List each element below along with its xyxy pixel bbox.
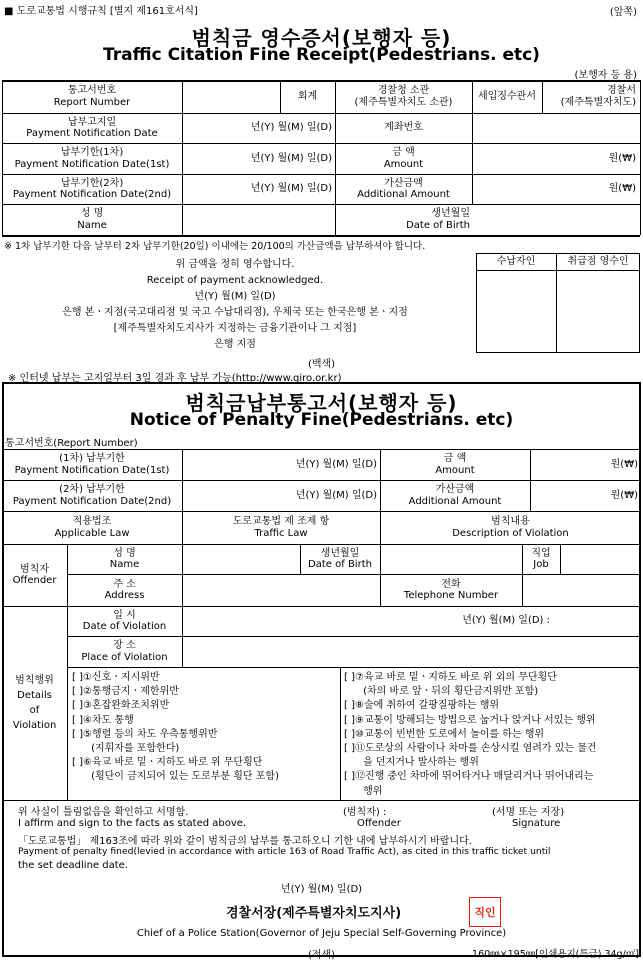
violation-item: (차의 바로 앞ㆍ뒤의 횡단금지위반 포함) [344, 686, 539, 698]
additional-amount-field[interactable]: 원(₩) [608, 183, 636, 195]
name-field[interactable] [182, 204, 335, 235]
applicable-law-ko: 적용법조 [72, 516, 112, 527]
n-amount-ko: 금 액 [443, 453, 467, 464]
applicable-law-en: Applicable Law [54, 527, 130, 539]
address-field[interactable] [182, 574, 380, 606]
n-due1-en: Payment Notification Date(1st) [14, 464, 170, 476]
violation-item[interactable]: [ ]⑫진행 중인 차마에 뛰어타거나 매달리거나 뛰어내리는 [344, 771, 594, 783]
accounting-label: 회계 [297, 90, 318, 102]
jeju-agency-label: (제주특별자치도 소관) [354, 96, 453, 108]
offender-name-ko: 성 명 [113, 547, 136, 559]
notice-text-ko: 「도로교통법」 제163조에 따라 위와 같이 범칙금의 납부를 통고하오니 기한 내에 납부하시기 바랍니다. [18, 836, 472, 847]
n-additional-en: Additional Amount [408, 495, 502, 507]
law-reference: ■ 도로교통법 시행규칙 [별지 제161호서식] [4, 6, 198, 17]
account-number-field[interactable] [472, 113, 640, 143]
n-due1-date-field[interactable]: 년(Y) 월(M) 일(D) [295, 458, 377, 470]
details-en-2: of [29, 705, 40, 716]
violation-item: 행위 [344, 785, 383, 797]
amount-ko: 금 액 [392, 147, 415, 158]
name-en: Name [77, 219, 107, 231]
offender-ko: 범칙자 [20, 563, 49, 575]
jeju-banks-line: [제주특별자치도지사가 지정하는 금융기관이나 그 지점] [113, 323, 357, 334]
violation-item[interactable]: [ ]④차도 통행 [72, 714, 134, 726]
notice-report-number: 통고서번호(Report Number) [5, 438, 138, 449]
due2-date-field[interactable]: 년(Y) 월(M) 일(D) [250, 183, 332, 195]
violation-date-field[interactable]: 년(Y) 월(M) 일(D) : [462, 615, 550, 627]
notify-date-field[interactable]: 년(Y) 월(M) 일(D) [250, 122, 332, 134]
received-date: 년(Y) 월(M) 일(D) [194, 291, 276, 302]
n-amount-en: Amount [435, 464, 475, 476]
phone-field[interactable] [522, 574, 641, 606]
violation-item[interactable]: [ ]①신호ㆍ지시위반 [72, 672, 160, 683]
receiver-stamp-field[interactable] [477, 271, 555, 352]
violation-item[interactable]: [ ]⑪도로상의 사람이나 차마를 손상시킬 염려가 있는 물건 [344, 743, 597, 754]
jeju-province-label: (제주특별자치도) [560, 96, 636, 108]
offender-dob-field[interactable] [380, 544, 522, 574]
red-copy-label: (적색) [307, 950, 336, 961]
due2-en: Payment Notification Date(2nd) [12, 189, 172, 200]
notice-title-en: Notice of Penalty Fine(Pedestrians. etc) [129, 410, 514, 430]
issue-date: 년(Y) 월(M) 일(D) [280, 884, 363, 895]
offender-dob-ko: 생년월일 [320, 547, 360, 559]
violation-place-ko: 장 소 [113, 640, 136, 651]
violation-item: (지휘자를 포함한다) [72, 743, 180, 754]
n-additional-field[interactable]: 원(₩) [610, 489, 638, 501]
report-number-en: Report Number [53, 96, 131, 108]
due2-ko: 납부기한(2차) [60, 177, 124, 189]
official-seal: 직인 [469, 897, 501, 927]
n-due2-en: Payment Notification Date(2nd) [12, 495, 172, 507]
name-ko: 성 명 [80, 208, 104, 219]
due1-en: Payment Notification Date(1st) [14, 158, 170, 170]
violation-item[interactable]: [ ]③혼잡완화조치위반 [72, 700, 170, 712]
n-due1-ko: (1차) 납부기한 [59, 453, 125, 464]
receipt-title-en: Traffic Citation Fine Receipt(Pedestrians. etc) [103, 45, 540, 65]
report-number-ko: 통고서번호 [67, 85, 117, 96]
violation-desc-en: Description of Violation [452, 527, 569, 539]
signature-en: Signature [512, 818, 561, 829]
offender-en: Offender [12, 575, 57, 586]
job-en: Job [533, 559, 549, 570]
notice-title-ko: 범칙금납부통고서(보행자 등) [185, 391, 458, 415]
address-en: Address [104, 590, 145, 601]
received-en: Receipt of payment acknowledged. [146, 275, 324, 286]
white-copy-label: (백색) [307, 359, 336, 370]
amount-en: Amount [383, 158, 424, 170]
violation-item[interactable]: [ ]⑦육교 바로 밑ㆍ지하도 바로 위 외의 무단횡단 [344, 672, 557, 683]
offender-en: Offender [357, 818, 401, 829]
violation-desc-ko: 범칙내용 [491, 516, 530, 527]
copy-label: (보행자 등 용) [574, 70, 637, 81]
n-due2-date-field[interactable]: 년(Y) 월(M) 일(D) [295, 489, 377, 501]
phone-en: Telephone Number [403, 590, 499, 601]
address-ko: 주 소 [113, 578, 136, 590]
affirm-en: I affirm and sign to the facts as stated above. [18, 818, 247, 829]
receiver-stamp-label: 수납자인 [496, 255, 536, 267]
handler-stamp-label: 취급점 영수인 [567, 255, 629, 267]
violation-date-en: Date of Violation [82, 621, 167, 632]
offender-dob-en: Date of Birth [308, 559, 372, 570]
notify-date-en: Payment Notification Date [26, 128, 158, 139]
job-ko: 직업 [531, 547, 551, 559]
sign-or-seal-label[interactable]: (서명 또는 지장) [492, 807, 565, 818]
violation-item[interactable]: [ ]⑥육교 바로 밑ㆍ지하도 바로 위 무단횡단 [72, 757, 263, 769]
offender-sign-label: (범칙자) : [343, 807, 387, 818]
chief-ko: 경찰서장(제주특별자치도지사) [226, 906, 402, 921]
banks-line: 은행 본ㆍ지점(국고대리점 및 국고 수납대리점), 우체국 또는 한국은행 본ㆍ지점 [62, 307, 408, 318]
account-number-label: 계좌번호 [384, 122, 423, 134]
violation-place-field[interactable] [182, 636, 641, 667]
dob-field[interactable] [472, 204, 640, 235]
details-ko: 범칙행위 [15, 675, 54, 686]
affirm-ko: 위 사실이 틀림없음을 확인하고 서명함. [18, 807, 189, 818]
handler-stamp-field[interactable] [557, 271, 639, 352]
job-field[interactable] [560, 544, 641, 574]
report-number-field[interactable] [182, 80, 280, 113]
bank-branch-line: 은행 지점 [214, 339, 256, 350]
front-side-label: (앞쪽) [609, 7, 637, 18]
receipt-title-ko: 범칙금 영수증서(보행자 등) [191, 26, 452, 50]
offender-name-en: Name [109, 559, 140, 570]
n-amount-field[interactable]: 원(₩) [610, 458, 638, 470]
violation-item: 을 던지거나 발사하는 행위 [344, 757, 479, 769]
violation-date-ko: 일 시 [113, 609, 136, 621]
due1-date-field[interactable]: 년(Y) 월(M) 일(D) [250, 152, 332, 164]
police-station-label: 경찰서 [607, 85, 636, 96]
additional-amount-en: Additional Amount [357, 189, 450, 200]
police-agency-label: 경찰청 소관 [377, 85, 430, 96]
surcharge-note: ※ 1차 납부기한 다음 날부터 2차 납부기한(20일) 이내에는 20/100의 가산금액을 납부하셔야 합니다. [4, 241, 426, 252]
amount-field[interactable]: 원(₩) [608, 152, 636, 164]
notice-text-en-1: Payment of penalty fined(levied in accordance with article 163 of Road Traffic Act), as cited in this traffic ticket until [18, 846, 551, 857]
dob-ko: 생년월일 [431, 208, 470, 219]
internet-note: ※ 인터넷 납부는 고지일부터 3일 경과 후 납부 가능(http://www.giro.or.kr) [8, 373, 342, 384]
traffic-law-en: Traffic Law [254, 527, 308, 539]
details-en-3: Violation [12, 720, 57, 731]
chief-en: Chief of a Police Station(Governor of Jeju Special Self-Governing Province) [136, 928, 507, 939]
offender-name-field[interactable] [182, 544, 300, 574]
violation-place-en: Place of Violation [81, 651, 168, 663]
phone-ko: 전화 [441, 578, 461, 590]
due1-ko: 납부기한(1차) [60, 147, 124, 158]
n-due2-ko: (2차) 납부기한 [59, 484, 125, 495]
notice-text-en-2: the set deadline date. [18, 860, 128, 871]
paper-spec: 160㎜×195㎜[인쇄용지(특급) 34g/㎡] [472, 949, 639, 960]
n-additional-ko: 가산금액 [435, 484, 475, 495]
notify-date-ko: 납부고지일 [67, 116, 117, 128]
violation-item[interactable]: [ ]⑨교통이 방해되는 방법으로 눕거나 앉거나 서있는 행위 [344, 714, 596, 726]
violation-item[interactable]: [ ]⑤행렬 등의 차도 우측통행위반 [72, 728, 218, 740]
dob-en: Date of Birth [406, 219, 470, 231]
traffic-law-ko[interactable]: 도로교통법 제 조제 항 [232, 516, 330, 527]
violation-item: (횡단이 금지되어 있는 도로부분 횡단 포함) [72, 771, 279, 783]
tax-office-label: 세입징수관서 [478, 90, 536, 102]
additional-amount-ko: 가산금액 [384, 177, 423, 189]
violation-item[interactable]: [ ]②통행금지ㆍ제한위반 [72, 686, 179, 698]
violation-item[interactable]: [ ]⑩교통이 빈번한 도로에서 놀이를 하는 행위 [344, 728, 545, 740]
received-ko: 위 금액을 정히 영수합니다. [175, 259, 295, 270]
violation-item[interactable]: [ ]⑧술에 취하여 갈팡질팡하는 행위 [344, 700, 500, 712]
details-en-1: Details [17, 690, 52, 701]
